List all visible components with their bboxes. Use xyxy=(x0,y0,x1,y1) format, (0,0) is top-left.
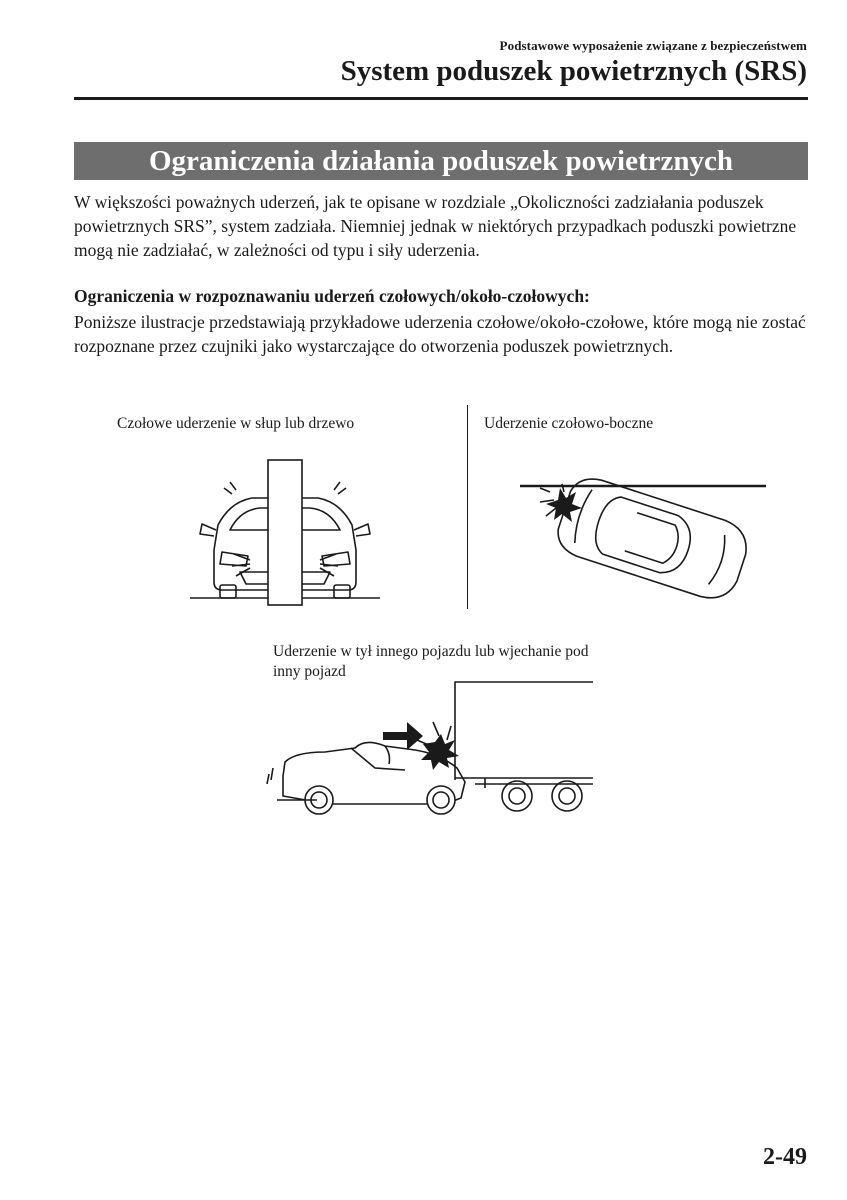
illustration-caption-pole: Czołowe uderzenie w słup lub drzewo xyxy=(117,415,355,432)
section-subtitle: Podstawowe wyposażenie związane z bezpieczeństwem xyxy=(499,38,807,53)
description-paragraph: Poniższe ilustracje przedstawiają przykładowe uderzenia czołowe/około-czołowe, które mogą nie zostać rozpoznane przez czujniki jako wystarczające do otworzenia poduszek powietrznych. xyxy=(74,312,806,356)
illustration-caption-offset: Uderzenie czołowo-boczne xyxy=(484,415,654,432)
pole-impact-illustration xyxy=(190,460,380,605)
page-number: 2-49 xyxy=(763,1144,807,1170)
header-divider xyxy=(74,97,808,100)
intro-paragraph: W większości poważnych uderzeń, jak te opisane w rozdziale „Okoliczności zadziałania poduszek powietrznych SRS”, system zadziała. Niemniej jednak w niektórych przypadkach poduszki powietrzne mogą nie zadziałać, w zależności od typu i siły uderzenia. xyxy=(74,192,797,260)
section-title: Ograniczenia działania poduszek powietrznych xyxy=(148,145,734,177)
underride-impact-illustration xyxy=(265,680,595,820)
offset-impact-illustration xyxy=(520,478,766,588)
subheading: Ograniczenia w rozpoznawaniu uderzeń czołowych/około-czołowych: xyxy=(74,286,590,306)
chapter-title: System poduszek powietrznych (SRS) xyxy=(340,55,807,87)
illustration-divider xyxy=(467,405,468,609)
illustration-caption-underride: Uderzenie w tył innego pojazdu lub wjechanie pod inny pojazd xyxy=(273,643,589,680)
